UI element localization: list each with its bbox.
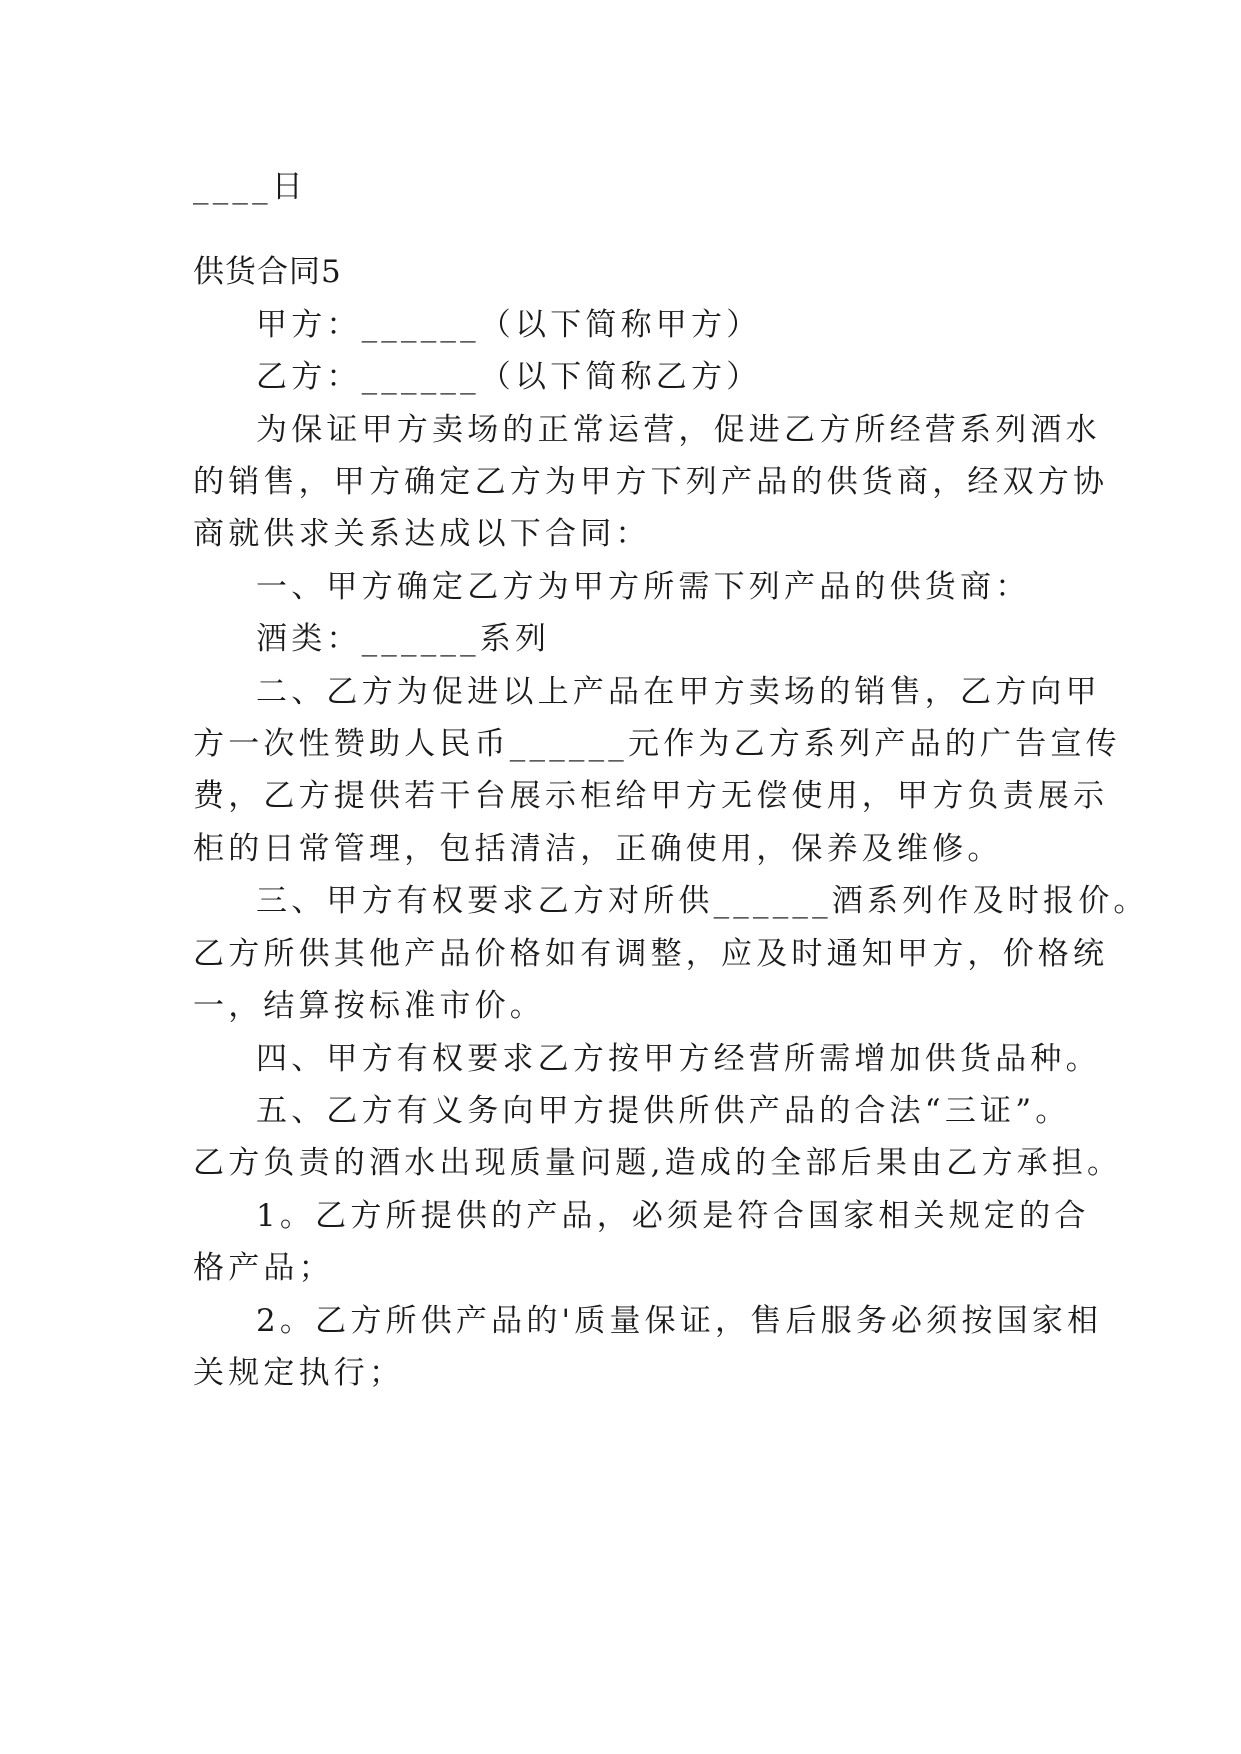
date-tail: ____日 (193, 169, 307, 205)
paragraph-line: 为保证甲方卖场的正常运营，促进乙方所经营系列酒水 (256, 412, 1101, 448)
paragraph-line: 的销售，甲方确定乙方为甲方下列产品的供货商，经双方协 (193, 464, 1109, 500)
sub-item-one-line: 1。乙方所提供的产品，必须是符合国家相关规定的合 (256, 1198, 1090, 1234)
clause-one-item: 酒类：______系列 (256, 621, 551, 657)
party-a-line: 甲方：______（以下简称甲方） (256, 307, 762, 343)
clause-two-line: 二、乙方为促进以上产品在甲方卖场的销售，乙方向甲 (256, 674, 1101, 710)
clause-five-line: 五、乙方有义务向甲方提供所供产品的合法“三证”。 (256, 1093, 1071, 1129)
party-b-line: 乙方：______（以下简称乙方） (256, 359, 762, 395)
clause-two-line: 费，乙方提供若干台展示柜给甲方无偿使用，甲方负责展示 (193, 778, 1109, 814)
paragraph-line: 商就供求关系达成以下合同： (193, 516, 651, 552)
clause-three-line: 乙方所供其他产品价格如有调整，应及时通知甲方，价格统 (193, 936, 1109, 972)
clause-three-line: 一，结算按标准市价。 (193, 988, 545, 1024)
sub-item-two-line: 2。乙方所供产品的'质量保证，售后服务必须按国家相 (256, 1303, 1103, 1339)
clause-one-line: 一、甲方确定乙方为甲方所需下列产品的供货商： (256, 569, 1031, 605)
clause-five-line: 乙方负责的酒水出现质量问题,造成的全部后果由乙方承担。 (193, 1145, 1123, 1181)
clause-four-line: 四、甲方有权要求乙方按甲方经营所需增加供货品种。 (256, 1041, 1101, 1077)
clause-two-line: 方一次性赞助人民币______元作为乙方系列产品的广告宣传 (193, 726, 1121, 762)
sub-item-two-line: 关规定执行； (193, 1355, 405, 1391)
contract-title: 供货合同5 (193, 254, 342, 290)
clause-two-line: 柜的日常管理，包括清洁，正确使用，保养及维修。 (193, 831, 1003, 867)
clause-three-line: 三、甲方有权要求乙方对所供______酒系列作及时报价。 (256, 883, 1149, 919)
sub-item-one-line: 格产品； (193, 1250, 334, 1286)
